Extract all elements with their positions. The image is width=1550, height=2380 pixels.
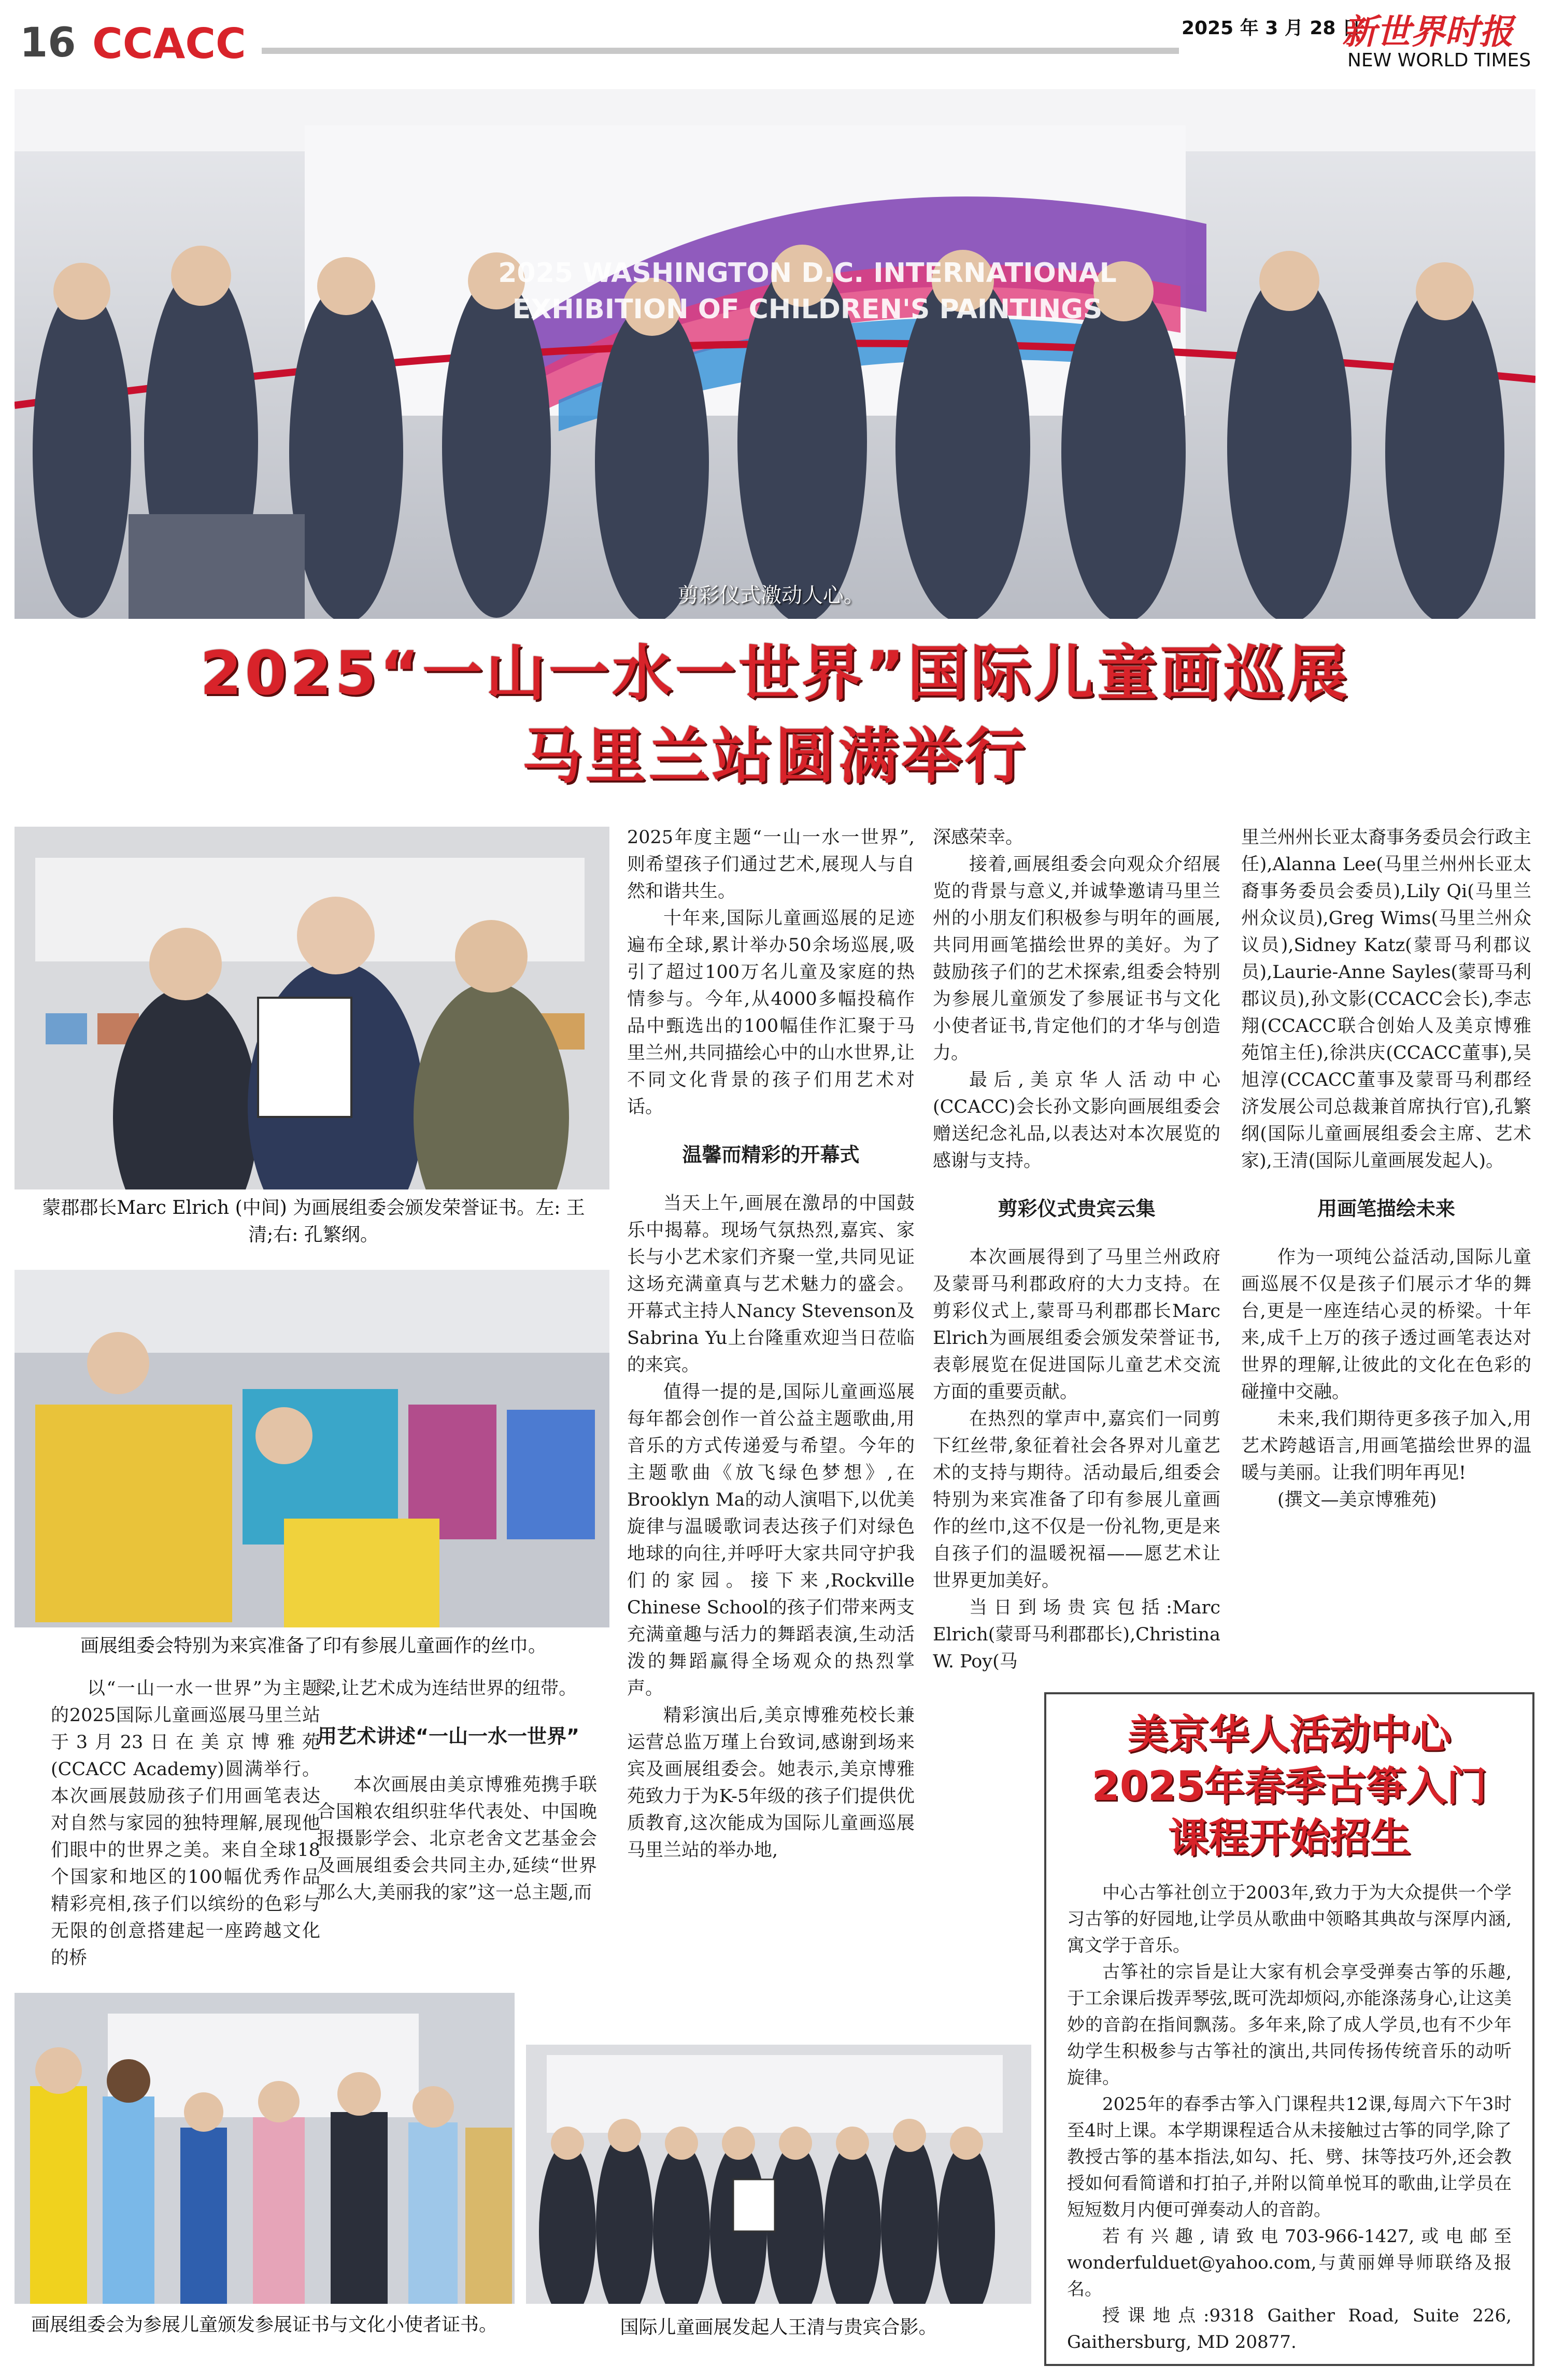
ribbon-cutting-photo: [15, 89, 1535, 619]
photo1-caption: 蒙郡郡长Marc Elrich (中间) 为画展组委会颁发荣誉证书。左: 王清;右: 孔繁纲。: [42, 1197, 585, 1245]
subhead-future: 用画笔描绘未来: [1317, 1197, 1455, 1220]
article-col2-p1: 本次画展由美京博雅苑携手联合国粮农组织驻华代表处、中国晚报摄影学会、北京老舍文艺基金会及画展组委会共同主办,延续“世界那么大,美丽我的家”这一总主题,而: [317, 1775, 597, 1903]
article-col4-p3: 本次画展得到了马里兰州政府及蒙哥马利郡政府的大力支持。在剪彩仪式上,蒙哥马利郡郡长Marc Elrich为画展组委会颁发荣誉证书,表彰展览在促进国际儿童艺术交流方面的重要贡献。: [933, 1247, 1220, 1402]
article-col3-p2: 当天上午,画展在激昂的中国鼓乐中揭幕。现场气氛热烈,嘉宾、家长与小艺术家们齐聚一堂,共同见证这场充满童真与艺术魅力的盛会。开幕式主持人Nancy Stevenson及Sabrina Yu上台隆重欢迎当日莅临的来宾。: [627, 1193, 915, 1376]
article-column-2: [317, 1675, 597, 1906]
ad-p4: 若有兴趣,请致电703-966-1427,或电邮至wonderfulduet@yahoo.com,与黄丽婵导师联络及报名。: [1067, 2226, 1512, 2300]
article-col4-p4a: 在热烈的掌声中,嘉宾们一同剪下红丝带,象征着社会各界对儿童艺术的支持与期待。活动最后,组委会特别为来宾准备了印有参展儿童画作的丝巾,这不仅是一份礼物,更是来自孩子们的温暖祝福——愿艺术让世界更加美好。: [933, 1409, 1220, 1591]
group-photo: [526, 2045, 1031, 2304]
article-col5-guests: 里兰州州长亚太裔事务委员会行政主任),Alanna Lee(马里兰州州长亚太裔事务委员会委员),Lily Qi(马里兰州众议员),Greg Wims(马里兰州众议员),Sidney Katz(蒙哥马利郡议员),Laurie-Anne Sayles(蒙哥马利郡议员),孙文影(CCACC会长),李志翔(CCACC联合创始人及美京博雅苑馆主任),徐洪庆(CCACC董事),吴旭淳(CCACC董事及蒙哥马利郡经济发展公司总裁兼首席执行官),孔繁纲(国际儿童画展组委会主席、艺术家),王清(国际儿童画展发起人)。: [1241, 827, 1532, 1171]
certificate-scene: [15, 827, 609, 1189]
ad-p1: 中心古筝社创立于2003年,致力于为大众提供一个学习古筝的好园地,让学员从歌曲中领略其典故与深厚内涵,寓文学于音乐。: [1067, 1882, 1512, 1956]
section-name: CCACC: [92, 20, 246, 68]
subhead-opening-ceremony: 温馨而精彩的开幕式: [682, 1143, 860, 1166]
photo4-caption: 国际儿童画展发起人王清与贵宾合影。: [620, 2317, 937, 2338]
article-column-3: [627, 824, 915, 1864]
article-column-4: [933, 824, 1220, 1675]
ad-title-3: 课程开始招生: [1168, 1815, 1411, 1862]
subhead-art-story: 用艺术讲述“一山一水一世界”: [317, 1725, 579, 1748]
article-column-5: [1241, 824, 1531, 1513]
subhead-ribbon-guests: 剪彩仪式贵宾云集: [998, 1197, 1156, 1220]
headline-line-1: 2025“一山一水一世界”国际儿童画巡展: [200, 639, 1350, 709]
top-photo-banner: 2025 WASHINGTON D.C. INTERNATIONAL EXHIBITION OF CHILDREN'S PAINTINGS: [498, 258, 1117, 325]
silk-scarf-photo: [15, 1270, 609, 1627]
children-certificates-scene: [15, 1993, 515, 2304]
article-col2-continuation: 梁,让艺术成为连结世界的纽带。: [317, 1678, 577, 1699]
group-scene: [526, 2045, 1031, 2304]
silk-scarf-scene: [15, 1270, 609, 1627]
article-col4-p2: 最后,美京华人活动中心(CCACC)会长孙文影向画展组委会赠送纪念礼品,以表达对本次展览的感谢与支持。: [933, 1070, 1220, 1171]
article-col3-p1: 十年来,国际儿童画巡展的足迹遍布全球,累计举办50余场巡展,吸引了超过100万名儿童及家庭的热情参与。今年,从4000多幅投稿作品中甄选出的100幅佳作汇聚于马里兰州,共同描绘心中的山水世界,让不同文化背景的孩子们用艺术对话。: [627, 908, 915, 1117]
ad-title-2: 2025年春季古筝入门: [1091, 1763, 1487, 1810]
top-photo-caption: 剪彩仪式激动人心。: [678, 584, 864, 607]
certificate-photo: [15, 827, 609, 1189]
masthead-english: NEW WORLD TIMES: [1347, 50, 1531, 71]
ad-p2: 古筝社的宗旨是让大家有机会享受弹奏古筝的乐趣,于工余课后拨弄琴弦,既可洗却烦闷,亦能涤荡身心,让这美妙的音韵在指间飘荡。多年来,除了成人学员,也有不少年幼学生积极参与古筝社的演出,共同传扬传统音乐的动听旋律。: [1067, 1962, 1512, 2088]
article-column-1: [51, 1675, 320, 1972]
page-header: [0, 0, 1550, 78]
article-col5-p2: 未来,我们期待更多孩子加入,用艺术跨越语言,用画笔描绘世界的温暖与美丽。让我们明年再见!: [1241, 1409, 1531, 1483]
article-col4-p1: 接着,画展组委会向观众介绍展览的背景与意义,并诚挚邀请马里兰州的小朋友们积极参与明年的画展,共同用画笔描绘世界的美好。为了鼓励孩子们的艺术探索,组委会特别为参展儿童颁发了参展证书与文化小使者证书,肯定他们的才华与创造力。: [933, 854, 1220, 1064]
photo3-caption: 画展组委会为参展儿童颁发参展证书与文化小使者证书。: [31, 2314, 497, 2335]
issue-date: 2025 年 3 月 28 日: [1182, 18, 1361, 39]
children-certificates-photo: [15, 1993, 515, 2304]
header-rule: [262, 48, 1179, 54]
article-col3-p0: 2025年度主题“一山一水一世界”,则希望孩子们通过艺术,展现人与自然和谐共生。: [627, 827, 915, 902]
photo2-caption: 画展组委会特别为来宾准备了印有参展儿童画作的丝巾。: [80, 1635, 547, 1656]
ad-title-1: 美京华人活动中心: [1127, 1711, 1451, 1758]
ad-body: [1067, 1880, 1512, 2356]
masthead-title: 新世界时报: [1342, 11, 1513, 52]
article-col3-p3: 值得一提的是,国际儿童画巡展每年都会创作一首公益主题歌曲,用音乐的方式传递爱与希望。今年的主题歌曲《放飞绿色梦想》,在Brooklyn Ma的动人演唱下,以优美旋律与温暖歌词表达孩子们对绿色地球的向往,并呼吁大家共同守护我们的家园。接下来,Rockville Chinese School的孩子们带来两支充满童趣与活力的舞蹈表演,生动活泼的舞蹈赢得全场观众的热烈掌声。: [627, 1382, 915, 1699]
page-number: 16: [20, 20, 76, 66]
ad-p5: 授课地点:9318 Gaither Road, Suite 226, Gaithersburg, MD 20877.: [1067, 2305, 1512, 2353]
ad-p3: 2025年的春季古筝入门课程共12课,每周六下午3时至4时上课。本学期课程适合从未接触过古筝的同学,除了教授古筝的基本指法,如勾、托、劈、抹等技巧外,还会教授如何看简谱和打拍子,并附以简单悦耳的歌曲,让学员在短短数月内便可弹奏动人的音韵。: [1067, 2094, 1512, 2220]
guzheng-ad-box: [1044, 1692, 1534, 2366]
article-byline: (撰文—美京博雅苑): [1277, 1490, 1437, 1510]
article-col4-p0: 深感荣幸。: [933, 827, 1024, 848]
headline-line-2: 马里兰站圆满举行: [522, 721, 1028, 791]
article-intro: 以“一山一水一世界”为主题的2025国际儿童画巡展马里兰站于3月23日在美京博雅苑(CCACC Academy)圆满举行。本次画展鼓励孩子们用画笔表达对自然与家园的独特理解,展现他们眼中的世界之美。来自全球18个国家和地区的100幅优秀作品精彩亮相,孩子们以缤纷的色彩与无限的创意搭建起一座跨越文化的桥: [51, 1678, 320, 1968]
ribbon-cutting-scene: [15, 89, 1535, 619]
article-col4-p4b: 当日到场贵宾包括:Marc Elrich(蒙哥马利郡郡长),Christina W. Poy(马: [933, 1597, 1220, 1672]
article-col5-p1: 作为一项纯公益活动,国际儿童画巡展不仅是孩子们展示才华的舞台,更是一座连结心灵的桥梁。十年来,成千上万的孩子透过画笔表达对世界的理解,让彼此的文化在色彩的碰撞中交融。: [1241, 1247, 1531, 1402]
article-col3-p4: 精彩演出后,美京博雅苑校长兼运营总监万瑾上台致词,感谢到场来宾及画展组委会。她表示,美京博雅苑致力于为K-5年级的孩子们提供优质教育,这次能成为国际儿童画巡展马里兰站的举办地,: [627, 1705, 915, 1861]
